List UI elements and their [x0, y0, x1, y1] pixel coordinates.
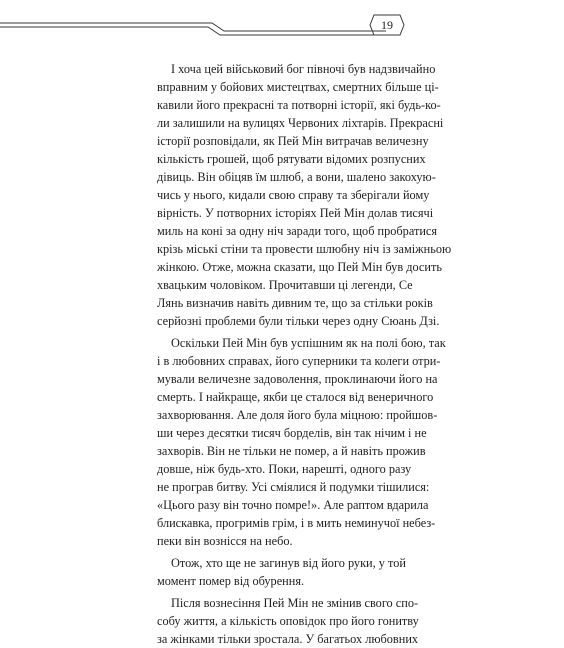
text-line: кавили його прекрасні та потворні історії, які будь-ко- — [157, 98, 441, 112]
text-line: вправним у бойових мистецтвах, смертних більше ці- — [157, 80, 439, 94]
text-line: історії розповідали, як Пей Мін витрачав величезну — [157, 134, 429, 148]
text-line: жінкою. Отже, можна сказати, що Пей Мін був досить — [157, 260, 442, 274]
text-line: смерть. І найкраще, якби це сталося від венеричного — [157, 390, 434, 404]
text-line: ли залишили на вулицях Червоних ліхтарів. Прекрасні — [157, 116, 444, 130]
paragraph — [157, 60, 452, 330]
text-line: хвацьким чоловіком. Прочитавши ці легенди, Се — [157, 278, 413, 292]
text-line: захворювання. Але доля його була міцною: пройшов- — [157, 408, 438, 422]
paragraph — [157, 554, 406, 590]
text-line: миль на коні за одну ніч заради того, щоб пробратися — [157, 224, 438, 238]
text-line: крізь міські стіни та провести шлюбну ніч із заміжньою — [157, 242, 452, 256]
text-line: момент помер від обурення. — [157, 574, 305, 588]
text-line: Отож, хто ще не загинув від його руки, у той — [171, 556, 406, 570]
text-line: захворів. Він не тільки не помер, а й навіть прожив — [157, 444, 426, 458]
text-line: чись у нього, кидали свою справу та зберігали йому — [157, 188, 430, 202]
paragraph — [157, 334, 446, 550]
text-line: серйозні проблеми були тільки через одну Сюань Дзі. — [157, 314, 440, 328]
text-line: не програв битву. Усі сміялися й подумки тішилися: — [157, 480, 430, 494]
text-line: мували величезне задоволення, проклинаючи його на — [157, 372, 438, 386]
page-number: 19 — [381, 18, 393, 32]
text-line: пеки він вознісся на небо. — [157, 534, 293, 548]
text-line: Лянь визначив навіть дивним те, що за стільки років — [157, 296, 433, 310]
text-line: Оскільки Пей Мін був успішним як на полі бою, так — [171, 336, 446, 350]
text-line: І хоча цей військовий бог півночі був надзвичайно — [171, 62, 436, 76]
text-line: і в любовних справах, його суперники та колеги отри- — [157, 354, 441, 368]
header-ornament — [0, 0, 564, 40]
paragraph — [157, 594, 419, 648]
page-body-text — [157, 60, 452, 648]
text-line: вірність. У потворних історіях Пей Мін долав тисячі — [157, 206, 434, 220]
text-line: кількість грошей, щоб рятувати відомих розпусних — [157, 152, 426, 166]
text-line: Після вознесіння Пей Мін не змінив свого спо- — [171, 596, 419, 610]
text-line: собу життя, а кількість оповідок про його гонитву — [157, 614, 419, 628]
text-line: блискавка, прогримів грім, і в мить неминучої небез- — [157, 516, 436, 530]
text-line: за жінками тільки зростала. У багатьох любовних — [157, 632, 419, 646]
text-line: ши через десятки тисяч борделів, він так нічим і не — [157, 426, 427, 440]
text-line: дівиць. Він обіцяв їм шлюб, а вони, шалено закохую- — [157, 170, 436, 184]
text-line: «Цього разу він точно помре!». Але раптом вдарила — [157, 498, 429, 512]
text-line: довше, ніж будь-хто. Поки, нарешті, одного разу — [157, 462, 412, 476]
